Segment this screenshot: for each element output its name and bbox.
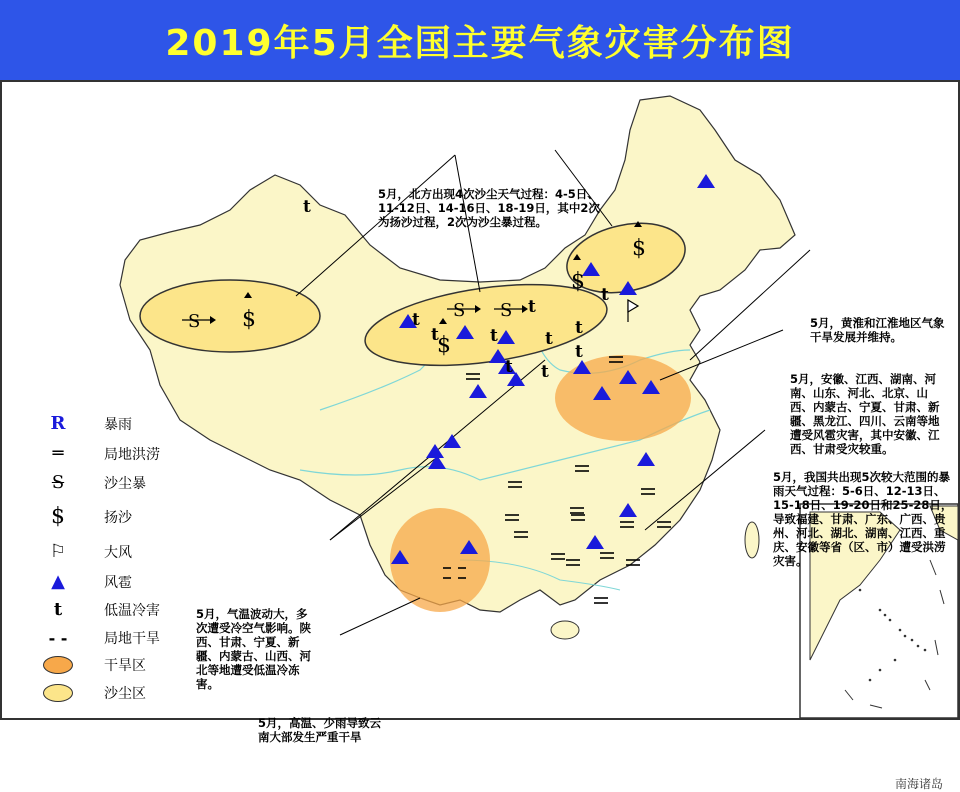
low-temp-mark: t	[541, 362, 549, 382]
legend-item-dust-zone	[40, 683, 146, 703]
sandstorm-icon: S	[51, 472, 65, 493]
legend-label: 沙尘区	[104, 686, 146, 702]
legend-label: 低温冷害	[104, 602, 160, 619]
svg-text:$: $	[632, 236, 646, 261]
hail-triangle-icon: ▲	[51, 571, 65, 592]
note-huanghuai-drought: 5月，黄淮和江淮地区气象干旱发展并维持。	[810, 316, 945, 344]
low-temp-mark: t	[303, 197, 311, 217]
drought-zone-icon	[40, 656, 76, 674]
low-temp-mark: t	[412, 310, 420, 330]
legend-label: 风雹	[104, 574, 132, 591]
dust-zone-icon	[40, 684, 76, 702]
svg-text:$: $	[571, 269, 585, 294]
note-cold: 5月，气温波动大，多次遭受冷空气影响。陕西、甘肃、宁夏、新疆、内蒙古、山西、河北等地遭受低温冷冻害。	[196, 607, 311, 691]
svg-text:S: S	[453, 300, 466, 321]
local-flood-icon: ═	[52, 443, 64, 464]
low-temp-mark: t	[490, 326, 498, 346]
rainstorm-icon: R	[50, 413, 66, 434]
gale-flag-icon: ⚐	[49, 541, 67, 562]
legend-label: 扬沙	[104, 509, 132, 526]
low-temp-mark: t	[431, 325, 439, 345]
svg-text:S: S	[500, 300, 513, 321]
local-drought-icon: - -	[48, 628, 68, 648]
drought-zone-huanghuai	[555, 355, 691, 441]
legend-item-drought-zone	[40, 655, 146, 675]
legend-label: 干旱区	[104, 658, 146, 674]
note-yunnan-drought: 5月，高温、少雨导致云南大部发生严重干旱	[258, 716, 382, 744]
map-area	[0, 80, 960, 791]
legend-item-local-drought	[40, 628, 160, 648]
map-title: 2019年5月全国主要气象灾害分布图	[165, 22, 795, 64]
legend-label: 沙尘暴	[104, 475, 146, 492]
legend-item-sandstorm	[40, 472, 146, 493]
low-temp-mark: t	[528, 297, 536, 317]
low-temp-mark: t	[601, 285, 609, 305]
note-hail: 5月，安徽、江西、湖南、河南、山东、河北、北京、山西、内蒙古、宁夏、甘肃、新疆、黑龙江、四川、云南等地遭受风雹灾害，其中安徽、江西、甘肃受灾较重。	[790, 372, 940, 456]
hainan-island	[551, 621, 579, 639]
legend-label: 局地干旱	[104, 631, 160, 647]
legend-label: 局地洪涝	[104, 446, 160, 463]
legend-item-blowing-sand	[40, 504, 132, 529]
blowing-sand-icon: $	[51, 504, 65, 529]
legend-item-hail	[40, 571, 132, 592]
south-china-sea-islands-label: 南海诸岛	[892, 775, 946, 792]
legend-label: 暴雨	[104, 416, 132, 433]
legend-item-rainstorm	[40, 413, 132, 434]
svg-text:S: S	[188, 311, 201, 332]
dust-zone-xinjiang	[140, 280, 320, 352]
legend-item-local-flood	[40, 443, 160, 464]
title-bar	[0, 0, 960, 80]
low-temp-mark: t	[575, 318, 583, 338]
low-temp-mark: t	[575, 342, 583, 362]
note-dust: 5月，北方出现4次沙尘天气过程：4-5日、11-12日、14-16日、18-19日，其中2次为扬沙过程，2次为沙尘暴过程。	[378, 187, 600, 229]
svg-text:$: $	[437, 333, 451, 358]
legend-item-gale	[40, 541, 132, 562]
svg-text:$: $	[242, 307, 256, 332]
low-temp-icon: t	[53, 599, 63, 620]
taiwan-island	[745, 522, 759, 558]
low-temp-mark: t	[545, 329, 553, 349]
low-temp-mark: t	[505, 357, 513, 377]
note-rainstorm: 5月，我国共出现5次较大范围的暴雨天气过程：5-6日、12-13日、15-18日、19-20日和25-28日，导致福建、甘肃、广东、广西、贵州、河北、湖北、湖南、江西、重庆、安徽等省（区、市）遭受洪涝灾害。	[773, 470, 953, 568]
legend-label: 大风	[104, 544, 132, 561]
legend-item-low-temp	[40, 599, 160, 620]
